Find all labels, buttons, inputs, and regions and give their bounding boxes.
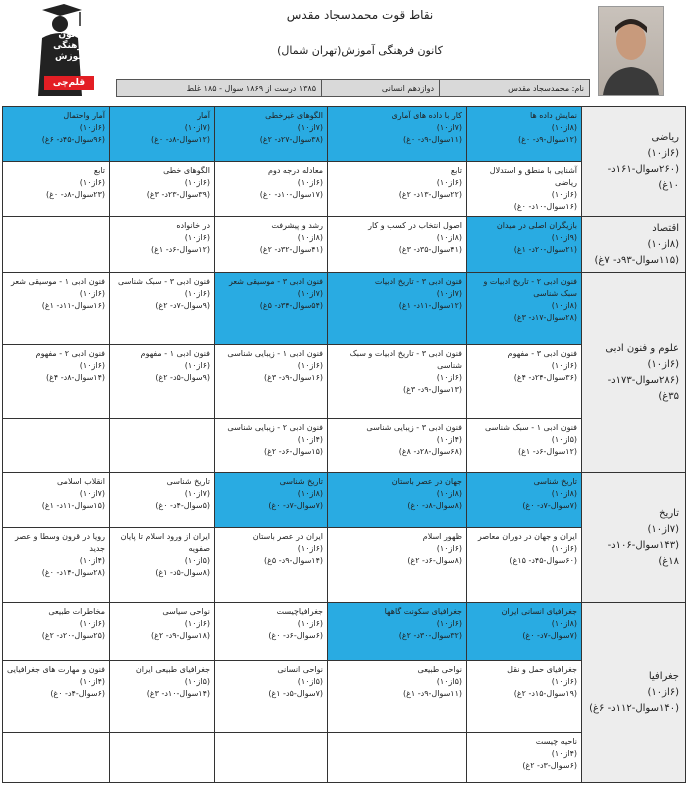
topic-score: (۸از۱۰)	[297, 489, 323, 498]
topic-stats: (۱۱سوال-۹د- ۰غ)	[403, 135, 462, 144]
topic-cell	[215, 733, 328, 783]
topic-stats: (۶۰سوال-۴۵د- ۱۵غ)	[509, 556, 577, 565]
topic-stats: (۶سوال-۳د- ۲غ)	[522, 761, 577, 770]
topic-name: فنون ادبی ۱ - زیبایی شناسی	[227, 349, 323, 358]
topic-stats: (۷سوال-۷د- ۰غ)	[522, 631, 577, 640]
topic-cell	[3, 273, 110, 345]
topic-score: (۶از۱۰)	[551, 361, 577, 370]
topic-score: (۵از۱۰)	[184, 556, 210, 565]
topic-cell	[215, 107, 328, 162]
topic-score: (۶از۱۰)	[184, 619, 210, 628]
topic-stats: (۱۲سوال-۱۱د- ۱غ)	[398, 301, 462, 310]
topic-stats: (۳۸سوال-۲۷د- ۲غ)	[259, 135, 323, 144]
subject-score: (۶از۱۰)	[647, 686, 679, 698]
topic-name: تاریخ شناسی	[166, 477, 210, 486]
topic-stats: (۸سوال-۸د- ۰غ)	[407, 501, 462, 510]
topic-stats: (۷سوال-۵د- ۱غ)	[268, 689, 323, 698]
topic-score: (۴از۱۰)	[79, 677, 105, 686]
topic-stats: (۱۵سوال-۶د- ۲غ)	[264, 447, 323, 456]
topic-stats: (۱۸سوال-۹د- ۲غ)	[151, 631, 210, 640]
topic-name: فنون ادبی ۳ - سبک شناسی	[117, 277, 210, 286]
topic-cell	[110, 345, 215, 419]
subject-stats: (۱۴۰سوال-۱۱۲د- ۶غ)	[589, 702, 679, 714]
student-info-row	[116, 79, 590, 97]
topic-name: فنون ادبی ۱ - سبک شناسی	[484, 423, 577, 432]
subject-stats: (۱۴۳سوال-۱۰۶د- ۱۸غ)	[607, 539, 679, 567]
topic-cell	[215, 661, 328, 733]
topic-name: ایران در عصر باستان	[252, 532, 323, 541]
topic-stats: (۳۶سوال-۲۴د- ۴غ)	[513, 373, 577, 382]
topic-cell	[110, 162, 215, 217]
topic-cell	[215, 345, 328, 419]
topic-score: (۷از۱۰)	[184, 489, 210, 498]
topic-score: (۶از۱۰)	[184, 178, 210, 187]
topic-stats: (۱۶سوال-۱۱د- ۱غ)	[41, 301, 105, 310]
topic-stats: (۶سوال-۴د- ۰غ)	[50, 689, 105, 698]
topic-stats: (۶سوال-۶د- ۰غ)	[268, 631, 323, 640]
topic-cell	[215, 217, 328, 273]
topic-name: فنون ادبی ۳ - زیبایی شناسی	[366, 423, 462, 432]
topic-name: نمایش داده ها	[530, 111, 577, 120]
topic-stats: (۱۴سوال-۱۰د- ۳غ)	[146, 689, 210, 698]
topic-stats: (۳۲سوال-۳۰د- ۲غ)	[398, 631, 462, 640]
subject-score: (۸از۱۰)	[647, 238, 679, 250]
subject-cell	[582, 603, 686, 783]
topic-name: اصول انتخاب در کسب و کار	[368, 221, 462, 230]
topic-name: تابع	[93, 166, 105, 175]
topic-score: (۴از۱۰)	[436, 435, 462, 444]
topic-score: (۶از۱۰)	[79, 178, 105, 187]
topic-cell	[467, 217, 582, 273]
topic-cell	[110, 273, 215, 345]
avatar-icon	[599, 7, 663, 95]
topic-score: (۶از۱۰)	[79, 123, 105, 132]
subject-name: جغرافیا	[648, 670, 679, 682]
topic-score: (۵از۱۰)	[551, 435, 577, 444]
topic-cell	[3, 419, 110, 473]
topic-score: (۶از۱۰)	[184, 361, 210, 370]
topic-cell	[328, 345, 467, 419]
topic-name: آشنایی با منطق و استدلال ریاضی	[489, 166, 577, 187]
topic-name: بازیگران اصلی در میدان	[496, 221, 577, 230]
topic-score: (۸از۱۰)	[551, 619, 577, 628]
topic-name: فنون ادبی ۳ - تاریخ ادبیات و سبک شناسی	[349, 349, 462, 370]
topic-score: (۶از۱۰)	[436, 178, 462, 187]
subject-name: تاریخ	[659, 507, 679, 519]
topic-stats: (۱۲سوال-۸د- ۰غ)	[151, 135, 210, 144]
topic-stats: (۲۵سوال-۲۰د- ۲غ)	[41, 631, 105, 640]
topic-name: معادله درجه دوم	[268, 166, 323, 175]
topic-name: جغرافیای انسانی ایران	[501, 607, 577, 616]
topic-score: (۷از۱۰)	[184, 123, 210, 132]
topic-stats: (۸سوال-۶د- ۲غ)	[407, 556, 462, 565]
topic-cell	[215, 603, 328, 661]
topic-cell	[110, 419, 215, 473]
topic-score: (۶از۱۰)	[551, 544, 577, 553]
topic-stats: (۷سوال-۷د- ۰غ)	[522, 501, 577, 510]
topic-name: نواحی انسانی	[277, 665, 323, 674]
topic-score: (۵از۱۰)	[184, 677, 210, 686]
topic-name: فنون ادبی ۳ - موسیقی شعر	[228, 277, 323, 286]
topic-cell	[467, 345, 582, 419]
student-name: نام: محمدسجاد مقدس	[439, 80, 589, 96]
topic-stats: (۵سوال-۴د- ۰غ)	[155, 501, 210, 510]
topic-score: (۸از۱۰)	[436, 233, 462, 242]
topic-score: (۷از۱۰)	[436, 289, 462, 298]
topic-cell	[110, 733, 215, 783]
topic-score: (۶از۱۰)	[436, 544, 462, 553]
topic-cell	[3, 528, 110, 603]
topic-name: جغرافیای حمل و نقل	[507, 665, 577, 674]
subject-cell	[582, 217, 686, 273]
topic-score: (۷از۱۰)	[436, 123, 462, 132]
topic-score: (۶از۱۰)	[297, 619, 323, 628]
topic-name: تاریخ شناسی	[279, 477, 323, 486]
topic-cell	[3, 345, 110, 419]
topic-name: الگوهای غیرخطی	[265, 111, 323, 120]
topic-name: فنون ادبی ۲ - زیبایی شناسی	[227, 423, 323, 432]
student-photo	[598, 6, 664, 96]
topic-score: (۴از۱۰)	[551, 749, 577, 758]
topic-stats: (۲۸سوال-۱۷د- ۳غ)	[513, 313, 577, 322]
topic-name: نواحی سیاسی	[162, 607, 210, 616]
topic-cell	[110, 107, 215, 162]
topic-score: (۴از۱۰)	[79, 556, 105, 565]
topic-stats: (۹۶سوال-۴۵د- ۶غ)	[41, 135, 105, 144]
topic-name: آمار واحتمال	[63, 111, 105, 120]
topic-score: (۸از۱۰)	[551, 489, 577, 498]
topic-cell	[328, 603, 467, 661]
topic-name: فنون ادبی ۲ - مفهوم	[35, 349, 105, 358]
topic-name: جغرافیای سکونت گاهها	[384, 607, 462, 616]
topic-name: الگوهای خطی	[163, 166, 210, 175]
topic-score: (۵از۱۰)	[436, 677, 462, 686]
page-subtitle: کانون فرهنگی آموزش(تهران شمال)	[277, 44, 443, 57]
results-table	[2, 106, 686, 783]
topic-score: (۶از۱۰)	[297, 544, 323, 553]
topic-stats: (۴۱سوال-۳۲د- ۲غ)	[259, 245, 323, 254]
topic-cell	[467, 733, 582, 783]
topic-score: (۸از۱۰)	[551, 301, 577, 310]
topic-cell	[3, 162, 110, 217]
topic-stats: (۲۱سوال-۲۰د- ۱غ)	[513, 245, 577, 254]
topic-name: فنون ادبی ۱ - مفهوم	[140, 349, 210, 358]
topic-cell	[110, 603, 215, 661]
subject-stats: (۱۱۵سوال-۹۳د- ۷غ)	[594, 254, 679, 266]
topic-cell	[467, 528, 582, 603]
topic-stats: (۱۵سوال-۱۱د- ۱غ)	[41, 501, 105, 510]
topic-name: فنون ادبی ۲ - تاریخ ادبیات و سبک شناسی	[483, 277, 577, 298]
topic-cell	[467, 603, 582, 661]
topic-score: (۷از۱۰)	[297, 123, 323, 132]
topic-name: تابع	[450, 166, 462, 175]
topic-stats: (۳۹سوال-۲۳د- ۳غ)	[146, 190, 210, 199]
topic-stats: (۲۸سوال-۱۴د- ۰غ)	[41, 568, 105, 577]
subject-score: (۶از۱۰)	[647, 147, 679, 159]
topic-score: (۷از۱۰)	[79, 489, 105, 498]
topic-cell	[328, 419, 467, 473]
topic-score: (۸از۱۰)	[551, 123, 577, 132]
topic-score: (۴از۱۰)	[297, 435, 323, 444]
topic-score: (۶از۱۰)	[79, 619, 105, 628]
topic-stats: (۱۷سوال-۱۰د- ۰غ)	[259, 190, 323, 199]
topic-score: (۶از۱۰)	[297, 178, 323, 187]
topic-name: فنون ادبی ۱ - موسیقی شعر	[10, 277, 105, 286]
topic-stats: (۶۸سوال-۲۸د- ۸غ)	[398, 447, 462, 456]
topic-name: جغرافیاچیست	[276, 607, 323, 616]
topic-stats: (۱۴سوال-۸د- ۴غ)	[46, 373, 105, 382]
topic-score: (۶از۱۰)	[79, 289, 105, 298]
topic-name: جهان در عصر باستان	[391, 477, 462, 486]
topic-name: در خانواده	[176, 221, 210, 230]
logo-text-3: آموزش	[55, 52, 87, 62]
logo-text-4: قلم‌چی	[44, 76, 94, 90]
topic-stats: (۱۹سوال-۱۵د- ۲غ)	[513, 689, 577, 698]
topic-score: (۶از۱۰)	[297, 361, 323, 370]
topic-name: انقلاب اسلامی	[57, 477, 105, 486]
subject-cell	[582, 273, 686, 473]
topic-cell	[215, 162, 328, 217]
topic-name: مخاطرات طبیعی	[48, 607, 105, 616]
topic-stats: (۱۶سوال-۹د- ۳غ)	[264, 373, 323, 382]
subject-cell	[582, 107, 686, 217]
topic-stats: (۹سوال-۵د- ۲غ)	[155, 373, 210, 382]
topic-cell	[328, 528, 467, 603]
topic-score: (۸از۱۰)	[436, 489, 462, 498]
topic-score: (۶از۱۰)	[551, 190, 577, 199]
topic-cell	[467, 473, 582, 528]
topic-name: تاریخ شناسی	[533, 477, 577, 486]
student-grade: دوازدهم انسانی	[321, 80, 439, 96]
topic-stats: (۱۲سوال-۹د- ۰غ)	[518, 135, 577, 144]
topic-cell	[467, 273, 582, 345]
topic-cell	[3, 603, 110, 661]
topic-stats: (۴۱سوال-۳۵د- ۳غ)	[398, 245, 462, 254]
topic-cell	[3, 107, 110, 162]
topic-stats: (۲۳سوال-۸د- ۰غ)	[46, 190, 105, 199]
topic-cell	[467, 661, 582, 733]
topic-name: فنون و مهارت های جغرافیایی	[6, 665, 105, 674]
topic-stats: (۲۲سوال-۱۳د- ۲غ)	[398, 190, 462, 199]
subject-name: ریاضی	[651, 131, 679, 143]
topic-cell	[3, 217, 110, 273]
topic-cell	[328, 162, 467, 217]
topic-score: (۶از۱۰)	[551, 677, 577, 686]
topic-cell	[110, 217, 215, 273]
subject-name: علوم و فنون ادبی	[605, 342, 679, 354]
topic-name: رشد و پیشرفت	[271, 221, 323, 230]
page-title: نقاط قوت محمدسجاد مقدس	[286, 8, 434, 22]
topic-name: فنون ادبی ۳ - تاریخ ادبیات	[374, 277, 462, 286]
topic-name: رویا در قرون وسطا و عصر جدید	[14, 532, 105, 553]
logo-text-2: فرهنگی	[53, 41, 89, 51]
topic-cell	[215, 419, 328, 473]
topic-score: (۶از۱۰)	[436, 373, 462, 382]
topic-name: ناحیه چیست	[535, 737, 577, 746]
topic-cell	[110, 661, 215, 733]
topic-cell	[467, 419, 582, 473]
topic-score: (۶از۱۰)	[79, 361, 105, 370]
topic-cell	[467, 107, 582, 162]
topic-name: جغرافیای طبیعی ایران	[135, 665, 210, 674]
topic-stats: (۱۴سوال-۹د- ۵غ)	[264, 556, 323, 565]
topic-cell	[328, 661, 467, 733]
subject-name: اقتصاد	[652, 222, 679, 234]
subject-score: (۶از۱۰)	[647, 358, 679, 370]
topic-stats: (۱۲سوال-۶د- ۱غ)	[518, 447, 577, 456]
topic-cell	[328, 217, 467, 273]
topic-score: (۶از۱۰)	[184, 289, 210, 298]
topic-cell	[3, 661, 110, 733]
topic-stats: (۷سوال-۷د- ۰غ)	[268, 501, 323, 510]
topic-cell	[467, 162, 582, 217]
topic-name: آمار	[197, 111, 210, 120]
subject-score: (۷از۱۰)	[647, 523, 679, 535]
topic-stats: (۱۲سوال-۶د- ۱غ)	[151, 245, 210, 254]
topic-score: (۶از۱۰)	[184, 233, 210, 242]
topic-cell	[3, 733, 110, 783]
topic-name: ایران از ورود اسلام تا پایان صفویه	[120, 532, 210, 553]
topic-cell	[3, 473, 110, 528]
topic-cell	[328, 733, 467, 783]
topic-stats: (۱۱سوال-۹د- ۱غ)	[403, 689, 462, 698]
topic-score: (۵از۱۰)	[297, 677, 323, 686]
topic-cell	[215, 528, 328, 603]
topic-cell	[110, 473, 215, 528]
topic-cell	[328, 273, 467, 345]
topic-cell	[215, 273, 328, 345]
topic-stats: (۵۴سوال-۳۴د- ۵غ)	[259, 301, 323, 310]
topic-name: ایران و جهان در دوران معاصر	[477, 532, 577, 541]
subject-cell	[582, 473, 686, 603]
topic-name: نواحی طبیعی	[417, 665, 462, 674]
topic-score: (۶از۱۰)	[436, 619, 462, 628]
topic-stats: (۱۳سوال-۹د- ۳غ)	[403, 385, 462, 394]
topic-score: (۷از۱۰)	[297, 289, 323, 298]
topic-stats: (۱۶سوال-۱۰د- ۰غ)	[513, 202, 577, 211]
topic-name: فنون ادبی ۳ - مفهوم	[507, 349, 577, 358]
topic-score: (۸از۱۰)	[297, 233, 323, 242]
topic-cell	[215, 473, 328, 528]
subject-stats: (۲۸۶سوال-۱۷۳د- ۳۵غ)	[607, 374, 679, 402]
topic-score: (۹از۱۰)	[551, 233, 577, 242]
subject-stats: (۲۶۰سوال-۱۶۱د- ۱۰غ)	[607, 163, 679, 191]
topic-cell	[328, 107, 467, 162]
topic-name: کار با داده های آماری	[391, 111, 462, 120]
topic-name: ظهور اسلام	[422, 532, 462, 541]
topic-stats: (۸سوال-۵د- ۱غ)	[155, 568, 210, 577]
kanoon-logo	[20, 4, 102, 96]
topic-cell	[328, 473, 467, 528]
topic-stats: (۹سوال-۷د- ۲غ)	[155, 301, 210, 310]
logo-text-1: کانون	[58, 30, 84, 40]
student-stats: ۱۳۸۵ درست از ۱۸۶۹ سوال - ۱۸۵ غلط	[186, 83, 316, 93]
topic-cell	[110, 528, 215, 603]
